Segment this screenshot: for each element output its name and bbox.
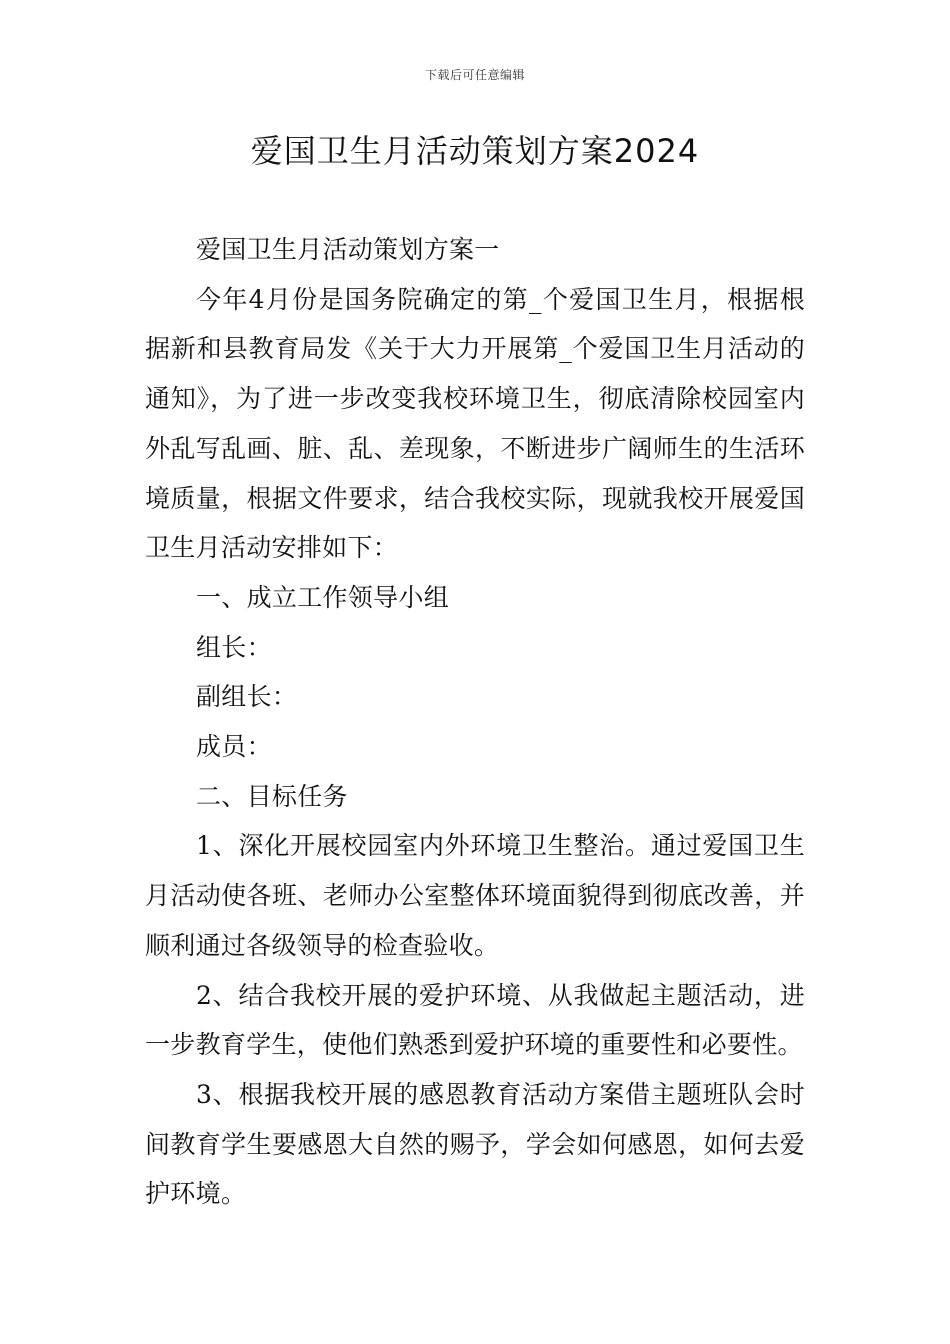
section-heading-leadership-group: 一、成立工作领导小组 bbox=[196, 582, 450, 612]
document-body bbox=[145, 225, 805, 1219]
group-leader-line: 组长： bbox=[196, 632, 272, 662]
header-note: 下载后可任意编辑 bbox=[424, 68, 525, 82]
members-line: 成员： bbox=[196, 732, 272, 762]
section-heading-goals: 二、目标任务 bbox=[196, 781, 348, 811]
document-title: 爱国卫生月活动策划方案2024 bbox=[250, 132, 700, 170]
section-heading-plan-one: 爱国卫生月活动策划方案一 bbox=[196, 235, 500, 264]
goal-item-1: 1、深化开展校园室内外环境卫生整治。通过爱国卫生月活动使各班、老师办公室整体环境面貌得到彻底改善，并顺利通过各级领导的检查验收。 bbox=[145, 831, 805, 960]
goal-item-2: 2、结合我校开展的爱护环境、从我做起主题活动，进一步教育学生，使他们熟悉到爱护环境的重要性和必要性。 bbox=[145, 980, 805, 1060]
goal-item-3: 3、根据我校开展的感恩教育活动方案借主题班队会时间教育学生要感恩大自然的赐予，学会如何感恩，如何去爱护环境。 bbox=[145, 1079, 805, 1209]
deputy-leader-line: 副组长： bbox=[196, 682, 298, 712]
intro-paragraph: 今年4月份是国务院确定的第_个爱国卫生月，根据根据新和县教育局发《关于大力开展第_个爱国卫生月活动的通知》，为了进一步改变我校环境卫生，彻底清除校园室内外乱写乱画、脏、乱、差现象，不断进步广阔师生的生活环境质量，根据文件要求，结合我校实际，现就我校开展爱国卫生月活动安排如下： bbox=[145, 284, 805, 563]
